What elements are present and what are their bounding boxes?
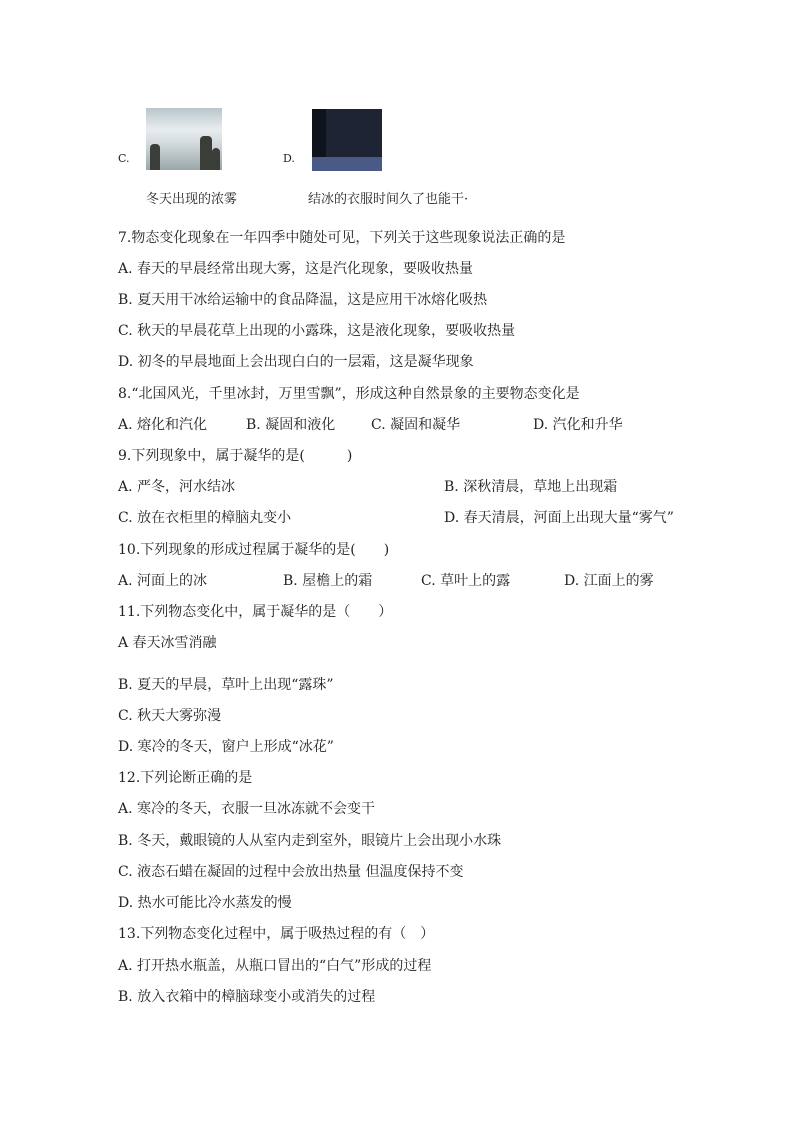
q11-option-c: C. 秋天大雾弥漫 [118,708,222,724]
q7-option-b: B. 夏天用干冰给运输中的食品降温，这是应用干冰熔化吸热 [118,292,488,308]
q10-option-d: D. 江面上的雾 [564,573,654,589]
q10-stem: 10.下列现象的形成过程属于凝华的是( ) [118,542,390,558]
option-d-letter: D. [283,152,295,165]
q8-option-d: D. 汽化和升华 [533,417,623,433]
q10-option-c: C. 草叶上的露 [421,573,511,589]
q9-option-a: A. 严冬，河水结冰 [118,479,236,495]
q8-option-a: A. 熔化和汽化 [118,417,208,433]
q7-stem: 7.物态变化现象在一年四季中随处可见，下列关于这些现象说法正确的是 [118,230,566,246]
frozen-clothes-photo [312,109,382,171]
q12-option-c: C. 液态石蜡在凝固的过程中会放出热量 但温度保持不变 [118,864,464,880]
q11-option-a: A 春天冰雪消融 [118,635,217,651]
q9-option-c: C. 放在衣柜里的樟脑丸变小 [118,510,292,526]
q8-stem: 8.“北国风光，千里冰封，万里雪飘”，形成这种自然景象的主要物态变化是 [118,386,580,402]
q10-option-b: B. 屋檐上的霜 [283,573,373,589]
q8-option-b: B. 凝固和液化 [246,417,336,433]
q13-option-a: A. 打开热水瓶盖，从瓶口冒出的“白气”形成的过程 [118,958,432,974]
q12-option-b: B. 冬天，戴眼镜的人从室内走到室外，眼镜片上会出现小水珠 [118,833,502,849]
q7-option-d: D. 初冬的早晨地面上会出现白白的一层霜，这是凝华现象 [118,354,474,370]
q11-stem: 11.下列物态变化中，属于凝华的是（ ） [118,604,393,620]
q8-option-c: C. 凝固和凝华 [371,417,461,433]
q12-option-a: A. 寒冷的冬天，衣服一旦冰冻就不会变干 [118,801,376,817]
caption-d: 结冰的衣服时间久了也能干· [308,192,469,207]
q13-stem: 13.下列物态变化过程中，属于吸热过程的有（ ） [118,926,435,942]
q7-option-c: C. 秋天的早晨花草上出现的小露珠，这是液化现象，要吸收热量 [118,323,516,339]
q9-option-d: D. 春天清晨，河面上出现大量“雾气” [444,510,674,526]
q7-option-a: A. 春天的早晨经常出现大雾，这是汽化现象，要吸收热量 [118,261,474,277]
caption-c: 冬天出现的浓雾 [146,192,238,207]
q9-option-b: B. 深秋清晨，草地上出现霜 [444,479,618,495]
q12-option-d: D. 热水可能比冷水蒸发的慢 [118,895,292,911]
q11-option-b: B. 夏天的早晨，草叶上出现“露珠” [118,677,334,693]
fog-photo [146,108,222,170]
option-c-letter: C. [118,152,130,165]
q13-option-b: B. 放入衣箱中的樟脑球变小或消失的过程 [118,989,376,1005]
q10-option-a: A. 河面上的冰 [118,573,208,589]
q11-option-d: D. 寒冷的冬天，窗户上形成“冰花” [118,739,334,755]
q12-stem: 12.下列论断正确的是 [118,770,253,786]
q9-stem: 9.下列现象中，属于凝华的是( ) [118,448,353,464]
